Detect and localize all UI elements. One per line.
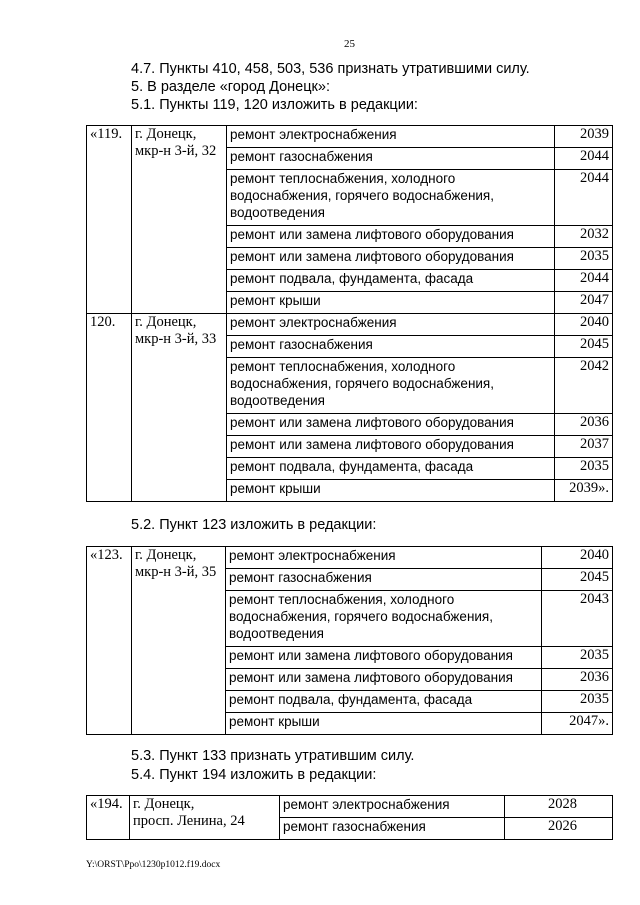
work-year: 2037 [555, 436, 613, 458]
work-type: ремонт газоснабжения [227, 336, 555, 358]
table-item-194 [86, 795, 613, 840]
work-type: ремонт или замена лифтового оборудования [226, 669, 542, 691]
address-line: г. Донецк, [135, 547, 197, 563]
work-year: 2036 [555, 414, 613, 436]
work-year: 2039 [555, 126, 613, 148]
paragraph-5-2: 5.2. Пункт 123 изложить в редакции: [131, 517, 377, 533]
work-year: 2043 [542, 591, 613, 647]
work-year: 2026 [505, 818, 613, 840]
work-type: ремонт электроснабжения [227, 126, 555, 148]
item-address [132, 126, 227, 314]
address-line: г. Донецк, [135, 126, 197, 142]
address-line: мкр-н 3-й, 33 [135, 331, 217, 347]
work-type: ремонт электроснабжения [227, 314, 555, 336]
work-year: 2040 [542, 547, 613, 569]
work-line: ремонт теплоснабжения, холодного [230, 359, 456, 374]
work-year: 2044 [555, 148, 613, 170]
work-year: 2044 [555, 170, 613, 226]
work-year: 2042 [555, 358, 613, 414]
table-row [87, 796, 613, 818]
work-year: 2032 [555, 226, 613, 248]
work-type: ремонт или замена лифтового оборудования [227, 414, 555, 436]
work-line: ремонт теплоснабжения, холодного [229, 592, 455, 607]
paragraph-5-4: 5.4. Пункт 194 изложить в редакции: [131, 767, 377, 783]
work-type: ремонт подвала, фундамента, фасада [227, 458, 555, 480]
work-type [227, 170, 555, 226]
paragraph-5-1: 5.1. Пункты 119, 120 изложить в редакции: [131, 97, 418, 113]
address-line: г. Донецк, [135, 314, 197, 330]
item-address [132, 547, 226, 735]
work-year: 2044 [555, 270, 613, 292]
work-type: ремонт электроснабжения [226, 547, 542, 569]
work-line: водоснабжения, горячего водоснабжения, [230, 188, 494, 203]
work-year: 2035 [555, 458, 613, 480]
item-number: «119. [87, 126, 132, 314]
work-year: 2047 [555, 292, 613, 314]
address-line: мкр-н 3-й, 32 [135, 143, 217, 159]
item-number: «194. [87, 796, 130, 840]
work-type [227, 358, 555, 414]
table-item-123 [86, 546, 613, 735]
work-year: 2028 [505, 796, 613, 818]
item-address [132, 314, 227, 502]
work-type: ремонт крыши [227, 480, 555, 502]
work-year: 2045 [555, 336, 613, 358]
table-row [87, 126, 613, 148]
paragraph-5: 5. В разделе «город Донецк»: [131, 79, 330, 95]
work-year: 2035 [542, 647, 613, 669]
work-type [226, 591, 542, 647]
work-year: 2040 [555, 314, 613, 336]
work-type: ремонт или замена лифтового оборудования [227, 226, 555, 248]
work-type: ремонт подвала, фундамента, фасада [226, 691, 542, 713]
work-type: ремонт газоснабжения [226, 569, 542, 591]
work-line: ремонт теплоснабжения, холодного [230, 171, 456, 186]
work-type: ремонт или замена лифтового оборудования [226, 647, 542, 669]
page-number: 25 [344, 38, 355, 50]
work-line: водоснабжения, горячего водоснабжения, [230, 376, 494, 391]
work-type: ремонт крыши [226, 713, 542, 735]
work-year: 2035 [542, 691, 613, 713]
work-year: 2035 [555, 248, 613, 270]
work-line: водоотведения [229, 626, 324, 641]
address-line: г. Донецк, [133, 796, 195, 812]
work-type: ремонт или замена лифтового оборудования [227, 436, 555, 458]
work-line: водоотведения [230, 205, 325, 220]
work-type: ремонт или замена лифтового оборудования [227, 248, 555, 270]
work-line: водоотведения [230, 393, 325, 408]
work-year: 2036 [542, 669, 613, 691]
work-type: ремонт газоснабжения [227, 148, 555, 170]
paragraph-4-7: 4.7. Пункты 410, 458, 503, 536 признать утратившими силу. [131, 61, 530, 77]
item-number: 120. [87, 314, 132, 502]
work-type: ремонт подвала, фундамента, фасада [227, 270, 555, 292]
work-type: ремонт газоснабжения [280, 818, 505, 840]
work-year: 2039». [555, 480, 613, 502]
work-year: 2047». [542, 713, 613, 735]
table-row [87, 314, 613, 336]
file-path-footer: Y:\ORST\Ppo\1230p1012.f19.docx [86, 860, 221, 870]
work-type: ремонт электроснабжения [280, 796, 505, 818]
table-row [87, 547, 613, 569]
address-line: просп. Ленина, 24 [133, 813, 245, 829]
item-number: «123. [87, 547, 132, 735]
work-line: водоснабжения, горячего водоснабжения, [229, 609, 493, 624]
item-address [130, 796, 280, 840]
paragraph-5-3: 5.3. Пункт 133 признать утратившим силу. [131, 748, 415, 764]
work-type: ремонт крыши [227, 292, 555, 314]
work-year: 2045 [542, 569, 613, 591]
address-line: мкр-н 3-й, 35 [135, 564, 217, 580]
table-items-119-120 [86, 125, 613, 502]
